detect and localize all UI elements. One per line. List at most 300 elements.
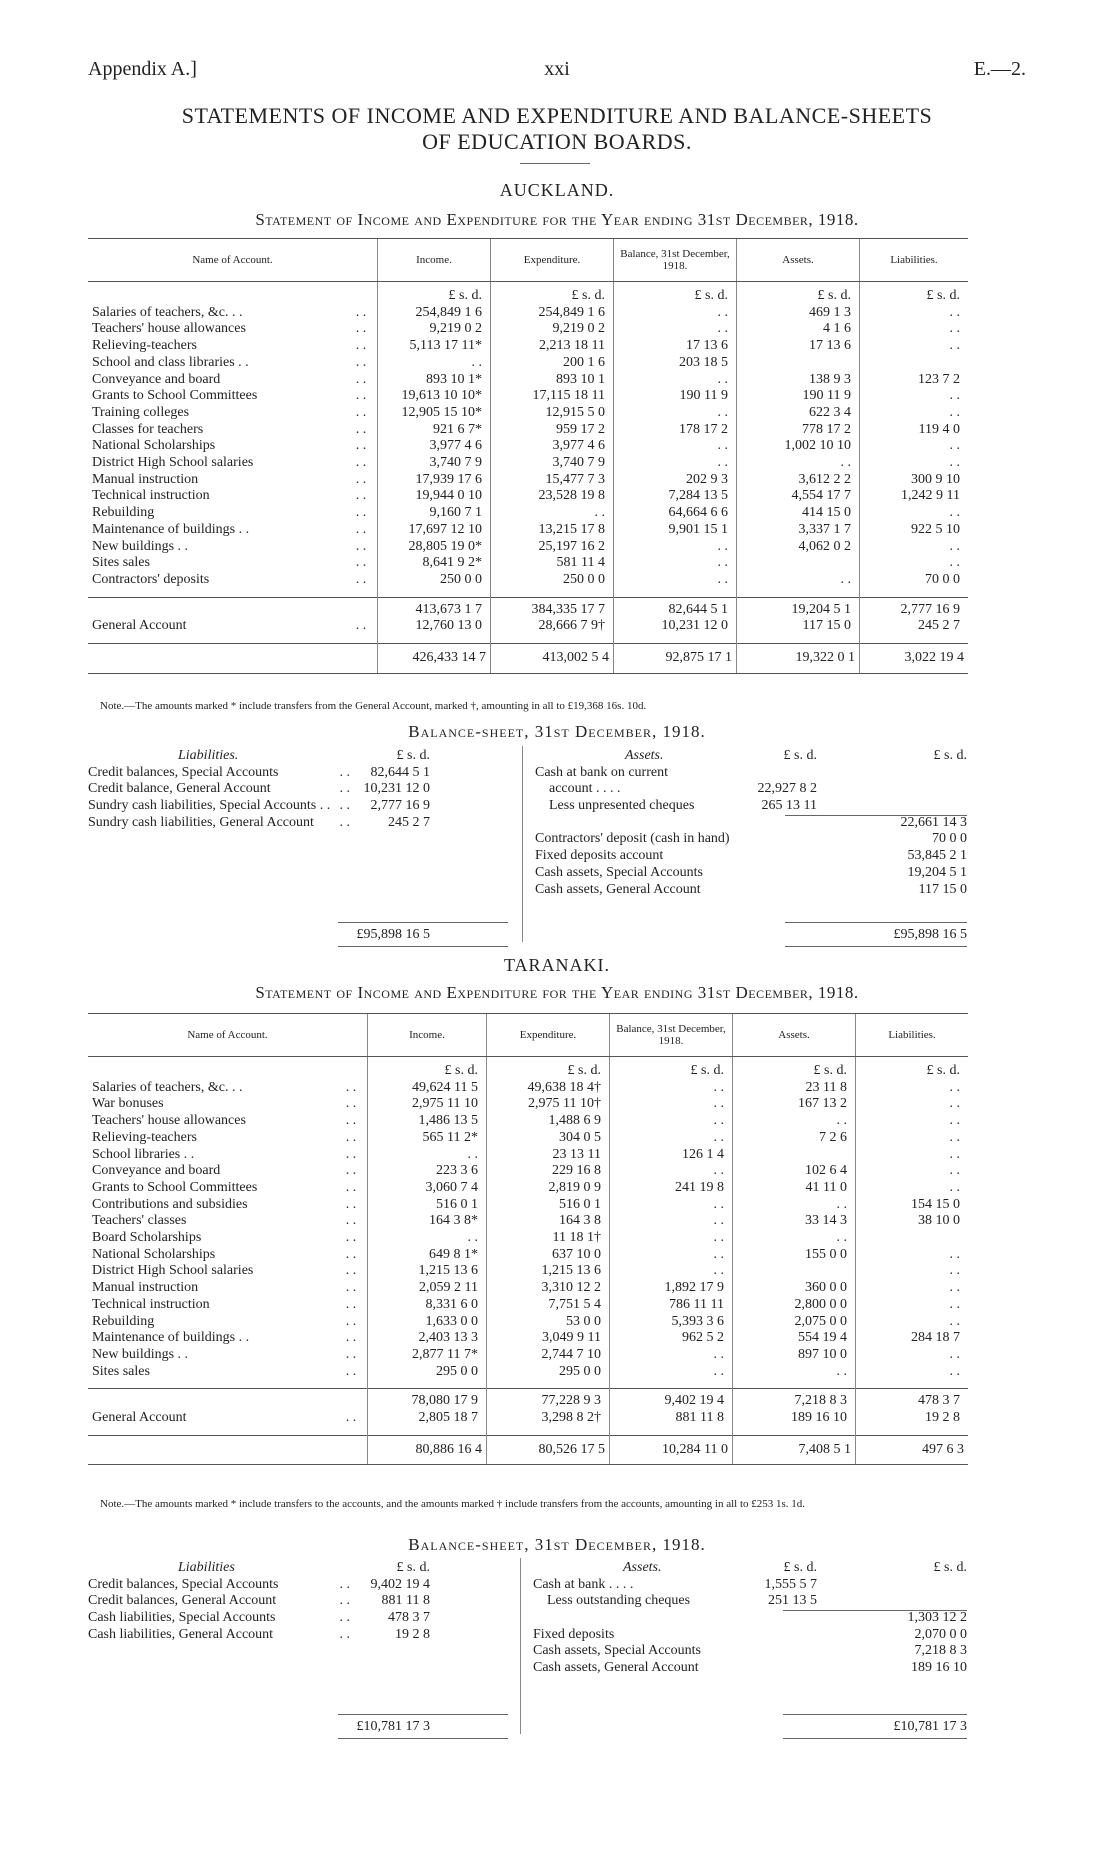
assets-cell: . .	[737, 455, 860, 472]
assets-heading: Assets.	[623, 1560, 662, 1575]
account-name: Rebuilding	[92, 1313, 155, 1329]
blank-cell	[345, 589, 378, 598]
balance-cell: . .	[614, 455, 737, 472]
liabilities-cell: . .	[860, 539, 969, 556]
income-cell: 250 0 0	[378, 572, 491, 589]
income-cell: 3,977 4 6	[378, 438, 491, 455]
assets-cell: 2,800 0 0	[733, 1297, 856, 1314]
income-cell: 9,219 0 2	[378, 321, 491, 338]
expenditure-cell: 200 1 6	[491, 355, 614, 372]
expenditure-cell: 3,310 12 2	[487, 1280, 610, 1297]
balance-cell: 9,901 15 1	[614, 522, 737, 539]
leader-dots: . .	[345, 1179, 357, 1195]
asset-row	[535, 882, 967, 899]
table-row	[88, 1297, 968, 1314]
asset-value: 70 0 0	[932, 831, 967, 847]
income-cell: 17,697 12 10	[378, 522, 491, 539]
expenditure-cell: 3,977 4 6	[491, 438, 614, 455]
balance-cell: 241 19 8	[610, 1180, 733, 1197]
leader-dots: . .	[355, 438, 367, 454]
expenditure-subtotal: 384,335 17 7	[491, 597, 614, 618]
balance-total: 10,284 11 0	[610, 1435, 733, 1465]
general-account-row	[88, 1410, 968, 1427]
expenditure-cell: 13,215 17 8	[491, 522, 614, 539]
liabilities-cell: . .	[860, 321, 969, 338]
liabilities-cell: 284 18 7	[856, 1330, 969, 1347]
table-row	[88, 1147, 968, 1164]
account-name: National Scholarships	[92, 438, 216, 454]
liabilities-heading: Liabilities.	[178, 748, 239, 763]
balance-cell: 64,664 6 6	[614, 505, 737, 522]
income-cell: 1,486 13 5	[368, 1113, 487, 1130]
page-number: xxi	[544, 58, 570, 80]
expenditure-cell: 164 3 8	[487, 1213, 610, 1230]
account-name: National Scholarships	[92, 1246, 216, 1262]
units-label: £ s. d.	[783, 1560, 817, 1575]
expenditure-cell: 1,488 6 9	[487, 1113, 610, 1130]
subtotal-rule	[785, 815, 967, 816]
leader-dots: . .	[355, 304, 367, 320]
income-cell: 8,331 6 0	[368, 1297, 487, 1314]
blank-cell	[610, 1380, 733, 1389]
col-balance-header: Balance, 31st December, 1918.	[610, 1014, 733, 1057]
account-name: Contractors' deposits	[92, 571, 210, 587]
balance-cell: 203 18 5	[614, 355, 737, 372]
liability-label: Credit balance, General Account	[88, 781, 271, 797]
leader-dots: . .	[345, 1263, 357, 1279]
liabilities-cell: . .	[860, 405, 969, 422]
table-row	[88, 355, 968, 372]
asset-row	[535, 865, 967, 882]
liabilities-cell: . .	[856, 1247, 969, 1264]
taranaki-statement-heading: Statement of Income and Expenditure for the Year ending 31st December, 1918.	[255, 983, 859, 1002]
balance-cell: . .	[610, 1364, 733, 1381]
account-name: Sites sales	[92, 555, 150, 571]
expenditure-cell: 53 0 0	[487, 1314, 610, 1331]
liabilities-header	[88, 748, 508, 765]
total-rule-lower	[338, 1738, 508, 1739]
account-name: Maintenance of buildings . .	[92, 521, 250, 537]
liability-value: 82,644 5 1	[370, 764, 430, 780]
table-row	[88, 1130, 968, 1147]
account-name: General Account	[92, 618, 187, 634]
col-income-header: Income.	[378, 239, 491, 282]
account-name: Contributions and subsidies	[92, 1196, 248, 1212]
liability-value: 9,402 19 4	[370, 1576, 430, 1592]
table-row	[88, 1163, 968, 1180]
assets-subtotal: 7,218 8 3	[733, 1389, 856, 1410]
assets-cell: 167 13 2	[733, 1096, 856, 1113]
units-row	[88, 282, 968, 305]
col-name-header: Name of Account.	[88, 239, 378, 282]
expenditure-cell: 516 0 1	[487, 1197, 610, 1214]
table-row	[88, 438, 968, 455]
income-subtotal: 413,673 1 7	[378, 597, 491, 618]
balance-cell: . .	[614, 372, 737, 389]
units-label: £ s. d.	[396, 748, 430, 763]
blank-cell	[733, 1380, 856, 1389]
blank-cell	[88, 1435, 335, 1465]
account-name: Sites sales	[92, 1363, 150, 1379]
account-name: District High School salaries	[92, 455, 254, 471]
income-cell: 12,905 15 10*	[378, 405, 491, 422]
expenditure-cell: 581 11 4	[491, 555, 614, 572]
liability-dots: . .	[339, 781, 350, 797]
total-rule	[783, 1714, 967, 1715]
income-cell: 49,624 11 5	[368, 1080, 487, 1097]
assets-cell: 3,337 1 7	[737, 522, 860, 539]
assets-cell: 469 1 3	[737, 305, 860, 322]
liabilities-subtotal: 2,777 16 9	[860, 597, 969, 618]
liabilities-cell: 70 0 0	[860, 572, 969, 589]
asset-label: account . . . .	[549, 781, 621, 797]
blank-cell	[88, 282, 345, 305]
assets-cell: 33 14 3	[733, 1213, 856, 1230]
account-name: School libraries . .	[92, 1146, 195, 1162]
assets-cell	[737, 555, 860, 572]
leader-dots: . .	[355, 521, 367, 537]
balance-cell: . .	[614, 405, 737, 422]
liabilities-cell: . .	[860, 455, 969, 472]
blank-cell	[368, 1380, 487, 1389]
account-name: Technical instruction	[92, 488, 210, 504]
liabilities-cell	[856, 1230, 969, 1247]
table-row	[88, 1230, 968, 1247]
liability-row	[88, 781, 508, 798]
liabilities-cell: 245 2 7	[860, 618, 969, 635]
liabilities-cell: . .	[860, 388, 969, 405]
assets-cell	[733, 1263, 856, 1280]
account-name: District High School salaries	[92, 1263, 254, 1279]
leader-dots: . .	[345, 1246, 357, 1262]
table-row	[88, 1263, 968, 1280]
expenditure-cell: 12,915 5 0	[491, 405, 614, 422]
leader-dots: . .	[345, 1113, 357, 1129]
table-row	[88, 338, 968, 355]
blank-cell	[88, 1057, 335, 1080]
units-label: £ s. d.	[368, 1057, 487, 1080]
balance-cell: 962 5 2	[610, 1330, 733, 1347]
balance-cell: . .	[610, 1080, 733, 1097]
liabilities-total: 497 6 3	[856, 1435, 969, 1465]
units-label: £ s. d.	[610, 1057, 733, 1080]
income-cell: . .	[368, 1147, 487, 1164]
blank-cell	[491, 635, 614, 644]
total-row	[88, 1435, 968, 1465]
subtotal-row	[88, 597, 968, 618]
account-name: Classes for teachers	[92, 421, 204, 437]
liabilities-cell: . .	[860, 438, 969, 455]
balance-cell: 881 11 8	[610, 1410, 733, 1427]
expenditure-cell: 893 10 1	[491, 372, 614, 389]
asset-label: Less unpresented cheques	[549, 798, 695, 814]
assets-cell: 897 10 0	[733, 1347, 856, 1364]
asset-label: Cash assets, Special Accounts	[533, 1643, 701, 1659]
table-row	[88, 1314, 968, 1331]
balance-cell: 178 17 2	[614, 422, 737, 439]
blank-cell	[614, 589, 737, 598]
account-name: Manual instruction	[92, 471, 199, 487]
balance-cell: . .	[610, 1247, 733, 1264]
leader-dots: . .	[345, 1346, 357, 1362]
blank-cell	[491, 589, 614, 598]
balance-cell: 10,231 12 0	[614, 618, 737, 635]
table-row	[88, 372, 968, 389]
total-rule-lower	[785, 946, 967, 947]
blank-cell	[335, 1427, 368, 1436]
blank-cell	[345, 635, 378, 644]
leader-dots: . .	[355, 404, 367, 420]
income-cell: 2,059 2 11	[368, 1280, 487, 1297]
spacer-row	[88, 635, 968, 644]
leader-dots: . .	[355, 455, 367, 471]
account-name: Teachers' house allowances	[92, 1113, 246, 1129]
liability-label: Sundry cash liabilities, General Account	[88, 814, 314, 830]
taranaki-table-body	[88, 1057, 968, 1465]
asset-row	[535, 765, 967, 782]
leader-dots: . .	[345, 1230, 357, 1246]
table-row	[88, 1180, 968, 1197]
assets-cell: 41 11 0	[733, 1180, 856, 1197]
leader-dots: . .	[345, 1330, 357, 1346]
leader-dots: . .	[355, 421, 367, 437]
blank-cell	[733, 1427, 856, 1436]
assets-cell: 4 1 6	[737, 321, 860, 338]
balance-cell: . .	[610, 1197, 733, 1214]
leader-dots: . .	[345, 1146, 357, 1162]
leader-dots: . .	[345, 1129, 357, 1145]
units-label: £ s. d.	[737, 282, 860, 305]
expenditure-cell: 9,219 0 2	[491, 321, 614, 338]
expenditure-cell: 3,740 7 9	[491, 455, 614, 472]
balance-cell: 7,284 13 5	[614, 488, 737, 505]
blank-cell	[856, 1380, 969, 1389]
appendix-label: Appendix A.]	[88, 58, 197, 80]
asset-value: 1,303 12 2	[907, 1610, 967, 1626]
income-cell: 3,060 7 4	[368, 1180, 487, 1197]
liabilities-header	[88, 1560, 508, 1577]
balance-cell: . .	[610, 1213, 733, 1230]
blank-cell	[335, 1435, 368, 1465]
liabilities-cell: . .	[856, 1147, 969, 1164]
table-row	[88, 405, 968, 422]
main-title-line-1: STATEMENTS OF INCOME AND EXPENDITURE AND BALANCE-SHEETS	[181, 103, 933, 128]
assets-cell: 4,062 0 2	[737, 539, 860, 556]
expenditure-cell: 15,477 7 3	[491, 472, 614, 489]
liabilities-cell: . .	[860, 305, 969, 322]
taranaki-heading: TARANAKI.	[503, 955, 611, 975]
liabilities-cell: . .	[856, 1163, 969, 1180]
account-name: Teachers' house allowances	[92, 321, 246, 337]
table-row	[88, 388, 968, 405]
expenditure-cell: 3,049 9 11	[487, 1330, 610, 1347]
assets-cell: 7 2 6	[733, 1130, 856, 1147]
balance-cell: . .	[610, 1113, 733, 1130]
subtotal-row	[88, 1389, 968, 1410]
leader-dots: . .	[345, 1410, 357, 1426]
assets-cell: . .	[733, 1364, 856, 1381]
income-cell: 921 6 7*	[378, 422, 491, 439]
asset-label: Fixed deposits account	[535, 848, 664, 864]
assets-cell: 1,002 10 10	[737, 438, 860, 455]
liabilities-cell: 38 10 0	[856, 1213, 969, 1230]
income-cell: 254,849 1 6	[378, 305, 491, 322]
asset-value: 19,204 5 1	[907, 864, 967, 880]
liabilities-cell: 154 15 0	[856, 1197, 969, 1214]
asset-row	[533, 1660, 967, 1677]
income-cell: 295 0 0	[368, 1364, 487, 1381]
income-cell: 8,641 9 2*	[378, 555, 491, 572]
account-name: School and class libraries . .	[92, 354, 249, 370]
asset-row	[535, 781, 967, 798]
liabilities-cell: 19 2 8	[856, 1410, 969, 1427]
assets-cell: 17 13 6	[737, 338, 860, 355]
table-row	[88, 422, 968, 439]
col-assets-header: Assets.	[737, 239, 860, 282]
liabilities-cell: . .	[856, 1180, 969, 1197]
expenditure-cell: 25,197 16 2	[491, 539, 614, 556]
income-cell: 17,939 17 6	[378, 472, 491, 489]
income-subtotal: 78,080 17 9	[368, 1389, 487, 1410]
asset-subvalue: 22,927 8 2	[757, 781, 817, 797]
table-row	[88, 1213, 968, 1230]
expenditure-cell: 1,215 13 6	[487, 1263, 610, 1280]
leader-dots: . .	[345, 1313, 357, 1329]
col-liabilities-header: Liabilities.	[856, 1014, 969, 1057]
account-name: Salaries of teachers, &c. . .	[92, 1079, 243, 1095]
liability-dots: . .	[339, 764, 350, 780]
balance-cell: . .	[610, 1347, 733, 1364]
income-cell: 893 10 1*	[378, 372, 491, 389]
auckland-income-table	[88, 238, 968, 674]
assets-header	[533, 1560, 967, 1577]
expenditure-cell: 2,213 18 11	[491, 338, 614, 355]
assets-total: 7,408 5 1	[733, 1435, 856, 1465]
balance-cell: 190 11 9	[614, 388, 737, 405]
leader-dots: . .	[345, 1296, 357, 1312]
liability-label: Cash liabilities, General Account	[88, 1626, 274, 1642]
assets-cell: 23 11 8	[733, 1080, 856, 1097]
income-cell: 19,613 10 10*	[378, 388, 491, 405]
taranaki-balance-sheet-heading: Balance-sheet, 31st December, 1918.	[408, 1535, 706, 1554]
assets-cell: 360 0 0	[733, 1280, 856, 1297]
assets-cell: 622 3 4	[737, 405, 860, 422]
units-label: £ s. d.	[856, 1057, 969, 1080]
liability-dots: . .	[339, 1626, 350, 1642]
col-name-header: Name of Account.	[88, 1014, 368, 1057]
liabilities-cell: . .	[860, 505, 969, 522]
table-row	[88, 1364, 968, 1381]
blank-cell	[335, 1380, 368, 1389]
liabilities-cell: 119 4 0	[860, 422, 969, 439]
blank-cell	[88, 644, 345, 674]
liability-dots: . .	[339, 1610, 350, 1626]
table-row	[88, 305, 968, 322]
assets-cell: . .	[737, 572, 860, 589]
balance-total: £95,898 16 5	[356, 927, 430, 942]
liabilities-cell: . .	[860, 555, 969, 572]
blank-cell	[88, 589, 345, 598]
balance-cell: 126 1 4	[610, 1147, 733, 1164]
auckland-statement-heading: Statement of Income and Expenditure for the Year ending 31st December, 1918.	[255, 210, 859, 229]
asset-label: Cash assets, General Account	[533, 1660, 699, 1676]
assets-cell: 2,075 0 0	[733, 1314, 856, 1331]
asset-row	[535, 798, 967, 815]
taranaki-assets-block	[533, 1560, 967, 1734]
total-row	[88, 644, 968, 674]
leader-dots: . .	[355, 321, 367, 337]
units-label: £ s. d.	[933, 1560, 967, 1575]
assets-cell: 554 19 4	[733, 1330, 856, 1347]
expenditure-cell: 959 17 2	[491, 422, 614, 439]
expenditure-cell: 23,528 19 8	[491, 488, 614, 505]
liability-row	[88, 798, 508, 815]
liabilities-heading: Liabilities	[178, 1560, 235, 1575]
account-name: Salaries of teachers, &c. . .	[92, 304, 243, 320]
liability-value: 245 2 7	[388, 814, 430, 830]
leader-dots: . .	[345, 1280, 357, 1296]
expenditure-cell: . .	[491, 505, 614, 522]
expenditure-total: 80,526 17 5	[487, 1435, 610, 1465]
asset-label: Fixed deposits	[533, 1626, 615, 1642]
income-cell: 2,877 11 7*	[368, 1347, 487, 1364]
income-cell: 3,740 7 9	[378, 455, 491, 472]
balance-cell: . .	[614, 305, 737, 322]
total-rule	[338, 922, 508, 923]
asset-value: 2,070 0 0	[914, 1626, 967, 1642]
asset-row	[535, 831, 967, 848]
units-label: £ s. d.	[783, 748, 817, 763]
leader-dots: . .	[355, 571, 367, 587]
income-cell: 516 0 1	[368, 1197, 487, 1214]
account-name: Grants to School Committees	[92, 1179, 258, 1195]
blank-cell	[487, 1427, 610, 1436]
expenditure-cell: 49,638 18 4†	[487, 1080, 610, 1097]
blank-cell	[345, 282, 378, 305]
blank-cell	[88, 635, 345, 644]
spacer-row	[88, 1427, 968, 1436]
main-title-line-2: OF EDUCATION BOARDS.	[422, 129, 692, 154]
total-rule-lower	[783, 1738, 967, 1739]
income-total: 80,886 16 4	[368, 1435, 487, 1465]
liabilities-cell: 300 9 10	[860, 472, 969, 489]
leader-dots: . .	[345, 1163, 357, 1179]
assets-cell: 3,612 2 2	[737, 472, 860, 489]
balance-cell: 5,393 3 6	[610, 1314, 733, 1331]
assets-cell: 4,554 17 7	[737, 488, 860, 505]
units-label: £ s. d.	[378, 282, 491, 305]
leader-dots: . .	[345, 1079, 357, 1095]
expenditure-cell: 295 0 0	[487, 1364, 610, 1381]
liability-dots: . .	[339, 798, 350, 814]
spacer-row	[88, 1380, 968, 1389]
assets-subtotal: 19,204 5 1	[737, 597, 860, 618]
income-cell: 223 3 6	[368, 1163, 487, 1180]
liability-row	[88, 1610, 508, 1627]
asset-value: 22,661 14 3	[900, 814, 967, 830]
account-name: Maintenance of buildings . .	[92, 1330, 250, 1346]
liability-label: Credit balances, Special Accounts	[88, 764, 279, 780]
liabilities-cell: . .	[856, 1297, 969, 1314]
balance-cell: 17 13 6	[614, 338, 737, 355]
account-name: Manual instruction	[92, 1280, 199, 1296]
asset-subvalue: 251 13 5	[768, 1593, 817, 1609]
table-row	[88, 522, 968, 539]
table-row	[88, 1197, 968, 1214]
expenditure-cell: 28,666 7 9†	[491, 618, 614, 635]
liability-row	[88, 815, 508, 832]
liability-value: 2,777 16 9	[370, 798, 430, 814]
